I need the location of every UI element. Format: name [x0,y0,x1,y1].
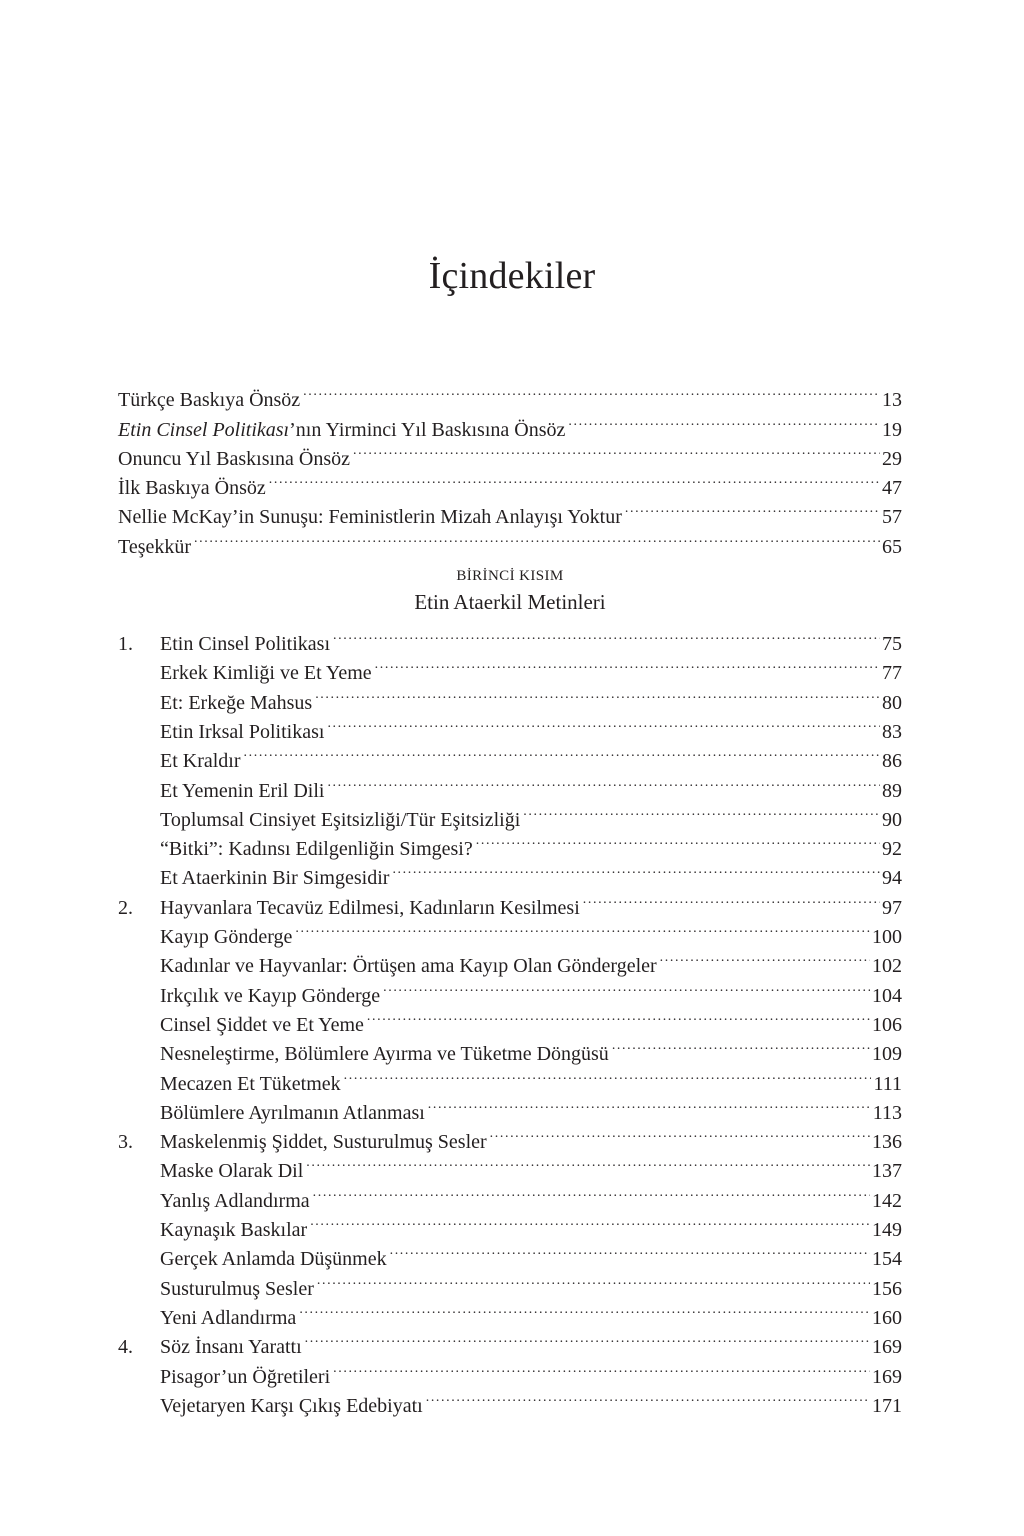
book-title-italic: Etin Cinsel Politikası [118,418,290,441]
section-label: Pisagor’un Öğretileri [160,1365,331,1388]
chapter-number: 4. [118,1336,133,1359]
section-label: “Bitki”: Kadınsı Edilgenliğin Simgesi? [160,838,473,861]
part-title: Etin Ataerkil Metinleri [414,589,606,614]
toc-page-number: 13 [882,389,902,412]
toc-page-number: 80 [882,691,902,714]
dot-leader [295,914,870,943]
dot-leader [428,1090,871,1119]
dot-leader [299,1295,870,1324]
section-label: Et Ataerkinin Bir Simgesidir [160,867,390,890]
section-label: Mecazen Et Tüketmek [160,1072,341,1095]
section-label: Yanlış Adlandırma [160,1189,310,1212]
toc-entry [118,377,902,412]
section-label: Irkçılık ve Kayıp Gönderge [160,984,381,1007]
dot-leader [315,679,880,708]
section-label: Kayıp Gönderge [160,926,293,949]
dot-leader [383,972,870,1001]
dot-leader [490,1119,870,1148]
toc-page-number: 104 [872,984,902,1007]
section-label: Vejetaryen Karşı Çıkış Edebiyatı [160,1394,423,1417]
toc-page-number: 89 [882,779,902,802]
toc-page-number: 169 [872,1365,902,1388]
toc-page-number: 65 [882,535,902,558]
toc-entry-label: Etin Cinsel Politikası’nın Yirminci Yıl Baskısına Önsöz [118,418,566,441]
toc-page-number: 77 [882,662,902,685]
toc-page-number: 142 [872,1189,902,1212]
section-label: Kaynaşık Baskılar [160,1219,308,1242]
toc-page-number: 106 [872,1013,902,1036]
toc-page-number: 136 [872,1131,902,1154]
section-label: Et Yemenin Eril Dili [160,779,325,802]
dot-leader [269,465,880,494]
toc-entry-label: Teşekkür [118,535,192,558]
toc-page-number: 171 [872,1394,902,1417]
toc-page-number: 75 [882,633,902,656]
toc-page-number: 90 [882,808,902,831]
toc-page-number: 109 [872,1043,902,1066]
dot-leader [333,1353,870,1382]
section-label: Susturulmuş Sesler [160,1277,314,1300]
toc-page-number: 100 [872,926,902,949]
dot-leader [390,1236,870,1265]
dot-leader [244,738,880,767]
toc-page-number: 111 [873,1072,902,1095]
toc-page-number: 92 [882,838,902,861]
toc-page-number: 156 [872,1277,902,1300]
dot-leader [305,1324,870,1353]
toc-page-number: 57 [882,506,902,529]
toc-entry-label: Türkçe Baskıya Önsöz [118,389,301,412]
toc-page-number: 102 [872,955,902,978]
chapter-label: Hayvanlara Tecavüz Edilmesi, Kadınların Kesilmesi [160,896,580,919]
toc-entry-label: Nellie McKay’in Sunuşu: Feministlerin Mizah Anlayışı Yoktur [118,506,622,529]
dot-leader [306,1148,870,1177]
toc-page-number: 47 [882,477,902,500]
section-label: Yeni Adlandırma [160,1306,297,1329]
page-title: İçindekiler [428,255,596,297]
toc-page-number: 86 [882,750,902,773]
dot-leader [523,797,880,826]
chapter-entry [118,621,902,656]
dot-leader [317,1265,870,1294]
section-label: Etin Irksal Politikası [160,720,325,743]
section-label: Kadınlar ve Hayvanlar: Örtüşen ama Kayıp Olan Göndergeler [160,955,657,978]
toc-page-number: 169 [872,1336,902,1359]
dot-leader [327,767,880,796]
part-kicker: BİRİNCİ KISIM [456,567,564,584]
toc-page-number: 113 [872,1101,902,1124]
dot-leader [327,709,880,738]
chapter-label: Maskelenmiş Şiddet, Susturulmuş Sesler [160,1131,487,1154]
table-of-contents [118,377,902,1417]
chapter-number: 3. [118,1131,133,1154]
section-label: Et: Erkeğe Mahsus [160,691,313,714]
section-label: Bölümlere Ayrılmanın Atlanması [160,1101,425,1124]
dot-leader [612,1031,870,1060]
dot-leader [367,1002,870,1031]
dot-leader [194,523,880,552]
section-label: Toplumsal Cinsiyet Eşitsizliği/Tür Eşitsizliği [160,808,521,831]
section-label: Maske Olarak Dil [160,1160,304,1183]
section-label: Et Kraldır [160,750,241,773]
toc-entry-label: Onuncu Yıl Baskısına Önsöz [118,447,351,470]
dot-leader [375,650,880,679]
toc-page-number: 83 [882,720,902,743]
dot-leader [303,377,880,406]
toc-page-number: 149 [872,1219,902,1242]
dot-leader [313,1177,870,1206]
dot-leader [344,1060,872,1089]
dot-leader [353,436,880,465]
section-label: Gerçek Anlamda Düşünmek [160,1248,387,1271]
dot-leader [392,855,880,884]
dot-leader [583,884,880,913]
toc-entry [118,523,902,558]
toc-page-number: 97 [882,896,902,919]
chapter-label: Etin Cinsel Politikası [160,633,331,656]
dot-leader [310,1207,870,1236]
chapter-number: 2. [118,896,133,919]
dot-leader [660,943,870,972]
toc-page-number: 137 [872,1160,902,1183]
dot-leader [625,494,880,523]
dot-leader [568,406,880,435]
toc-page-number: 29 [882,447,902,470]
toc-entry-label: İlk Baskıya Önsöz [118,477,266,500]
section-label: Cinsel Şiddet ve Et Yeme [160,1013,364,1036]
toc-page-number: 94 [882,867,902,890]
chapter-label: Söz İnsanı Yarattı [160,1336,302,1359]
chapter-number: 1. [118,633,133,656]
toc-page-number: 160 [872,1306,902,1329]
dot-leader [476,826,880,855]
section-label: Erkek Kimliği ve Et Yeme [160,662,372,685]
dot-leader [333,621,880,650]
dot-leader [426,1383,870,1412]
section-label: Nesneleştirme, Bölümlere Ayırma ve Tüketme Döngüsü [160,1043,609,1066]
toc-page-number: 154 [872,1248,902,1271]
toc-page-number: 19 [882,418,902,441]
